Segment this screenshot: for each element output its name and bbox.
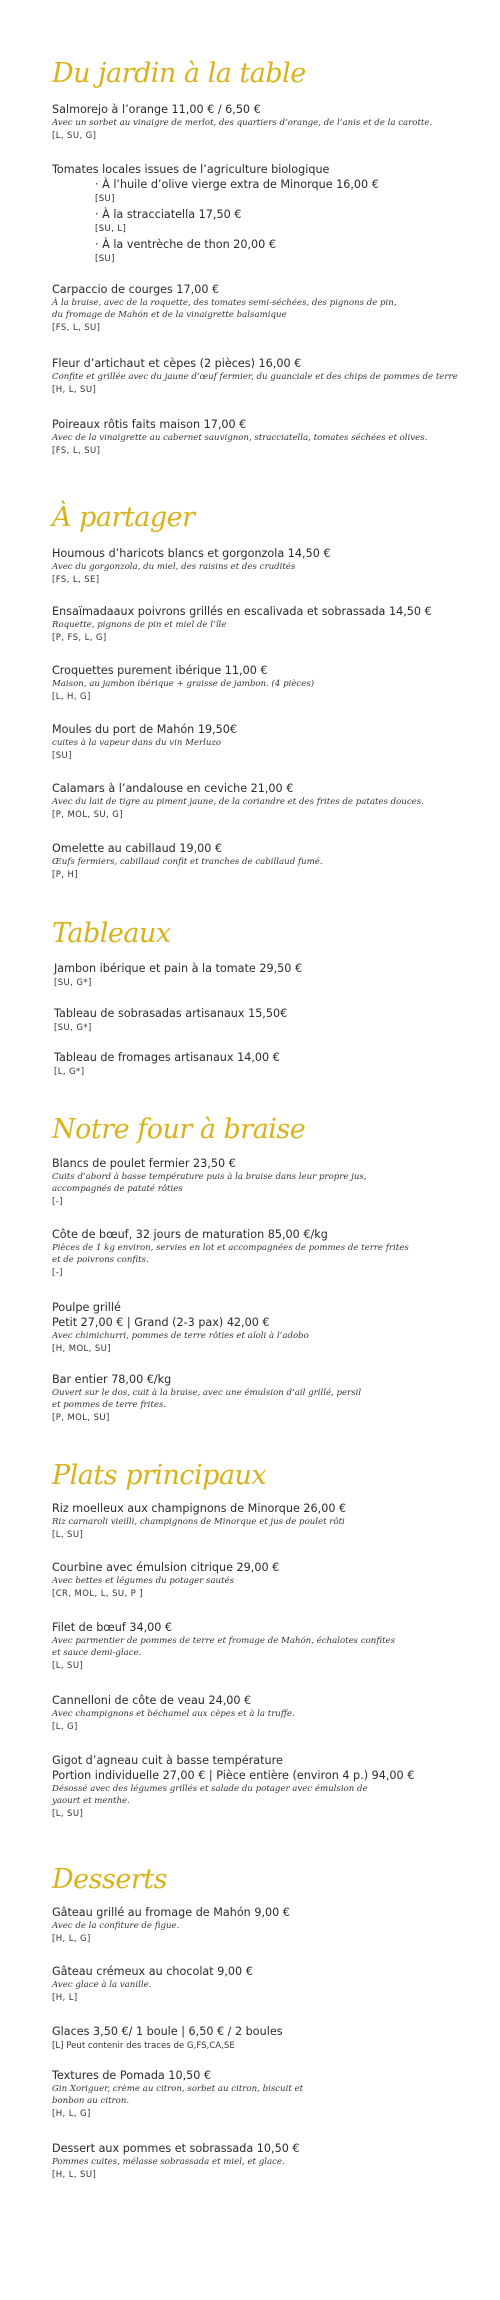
dish-description: cuites à la vapeur dans du vin Merluzo <box>52 738 222 748</box>
allergen-codes: [L, G] <box>52 1722 78 1732</box>
dish-description: Œufs fermiers, cabillaud confit et tranches de cabillaud fumé. <box>52 857 323 867</box>
section-title-partager: À partager <box>52 502 195 533</box>
dish-sobrasadas <box>54 1006 464 1035</box>
dish-poireaux <box>52 417 462 458</box>
dish-croquettes <box>52 663 462 704</box>
allergen-codes: [P, MOL, SU, G] <box>52 810 123 820</box>
allergen-codes: [P, H] <box>52 870 78 880</box>
allergen-codes: [L, SU] <box>52 1530 84 1540</box>
dish-name: Glaces 3,50 €/ 1 boule | 6,50 € / 2 boules <box>52 2025 283 2038</box>
dish-filet <box>52 1620 462 1673</box>
dish-description: Pommes cuites, mélasse sobrassada et miel, et glace. <box>52 2157 285 2167</box>
section-title-jardin: Du jardin à la table <box>52 58 306 89</box>
dish-gateau-chocolat <box>52 1964 462 2005</box>
dish-artichaut <box>52 356 462 397</box>
dish-description: Pièces de 1 kg environ, servies en lot et accompagnées de pommes de terre frites et de poivrons confits. <box>52 1243 409 1265</box>
dish-description: Ouvert sur le dos, cuit à la braise, avec une émulsion d’ail grillé, persil et pommes de terre frites. <box>52 1388 362 1410</box>
allergen-codes: [H, L, SU] <box>52 385 97 395</box>
dish-salmorejo <box>52 102 462 143</box>
dish-name: Tomates locales issues de l’agriculture biologique <box>52 163 330 176</box>
allergen-codes: [SU, G*] <box>54 978 92 988</box>
dish-description: Roquette, pignons de pin et miel de l’île <box>52 620 227 630</box>
dish-description: Avec parmentier de pommes de terre et fromage de Mahón, échalotes confites et sauce demi-glace. <box>52 1636 396 1658</box>
dish-ensaimadaaux <box>52 604 462 645</box>
allergen-codes: [L, G*] <box>54 1067 85 1077</box>
section-title-desserts: Desserts <box>52 1864 167 1895</box>
allergen-note: [L] Peut contenir des traces de G,FS,CA,SE <box>52 2041 235 2051</box>
dish-courbine <box>52 1560 462 1601</box>
dish-pomada <box>52 2068 462 2121</box>
allergen-codes: [FS, L, SU] <box>52 446 101 456</box>
dish-tomates <box>52 162 462 267</box>
dish-name: Omelette au cabillaud 19,00 € <box>52 842 223 855</box>
allergen-codes: [SU] <box>52 751 72 761</box>
section-title-plats: Plats principaux <box>52 1460 267 1491</box>
dish-description: Avec champignons et béchamel aux cèpes et à la truffe. <box>52 1709 295 1719</box>
dish-option: · À l’huile d’olive vierge extra de Minorque 16,00 € <box>95 178 379 191</box>
dish-omelette <box>52 841 462 882</box>
dish-name: Bar entier 78,00 €/kg <box>52 1373 172 1386</box>
dish-name: Filet de bœuf 34,00 € <box>52 1621 173 1634</box>
allergen-codes: [H, L, SU] <box>52 2170 97 2180</box>
dish-option: · À la stracciatella 17,50 € <box>95 208 242 221</box>
allergen-codes: [L, H, G] <box>52 692 91 702</box>
dish-name: Tableau de fromages artisanaux 14,00 € <box>54 1051 280 1064</box>
dish-pommes <box>52 2141 462 2182</box>
dish-poulpe <box>52 1300 462 1356</box>
allergen-codes: [CR, MOL, L, SU, P ] <box>52 1589 144 1599</box>
dish-carpaccio <box>52 282 462 335</box>
dish-description: Avec du gorgonzola, du miel, des raisins et des crudités <box>52 562 296 572</box>
dish-cannelloni <box>52 1693 462 1734</box>
dish-description: Avec glace à la vanille. <box>52 1980 152 1990</box>
dish-description: Désossé avec des légumes grillés et salade du potager avec émulsion de yaourt et menthe. <box>52 1784 368 1806</box>
dish-description: À la braise, avec de la roquette, des tomates semi-séchées, des pignons de pin, du fromage de Mahón et de la vinaigrette balsamique <box>52 298 397 320</box>
dish-option: · À la ventrèche de thon 20,00 € <box>95 238 276 251</box>
dish-riz <box>52 1501 462 1542</box>
allergen-codes: [SU, L] <box>95 224 127 234</box>
dish-name: Gigot d’agneau cuit à basse température <box>52 1754 283 1767</box>
dish-name: Salmorejo à l’orange 11,00 € / 6,50 € <box>52 103 261 116</box>
dish-description: Avec chimichurri, pommes de terre rôties et aïoli à l’adobo <box>52 1331 309 1341</box>
dish-fromages <box>54 1050 464 1079</box>
dish-boeuf <box>52 1227 462 1280</box>
dish-description: Cuits d’abord à basse température puis à la braise dans leur propre jus, accompagnés de pataté rôties <box>52 1172 367 1194</box>
allergen-codes: [H, L, G] <box>52 1934 91 1944</box>
allergen-codes: [P, FS, L, G] <box>52 633 107 643</box>
allergen-codes: [H, MOL, SU] <box>52 1344 112 1354</box>
dish-name: Dessert aux pommes et sobrassada 10,50 € <box>52 2142 300 2155</box>
dish-name: Riz moelleux aux champignons de Minorque 26,00 € <box>52 1502 347 1515</box>
allergen-codes: [L, SU, G] <box>52 131 97 141</box>
allergen-codes: [SU, G*] <box>54 1023 92 1033</box>
dish-name: Tableau de sobrasadas artisanaux 15,50€ <box>54 1007 288 1020</box>
allergen-codes: [H, L, G] <box>52 2109 91 2119</box>
dish-description: Maison, au jambon ibérique + graisse de jambon. (4 pièces) <box>52 679 315 689</box>
dish-description: Gin Xoriguer, crème au citron, sorbet au citron, biscuit et bonbon au citron. <box>52 2084 304 2106</box>
dish-description: Avec de la vinaigrette au cabernet sauvignon, stracciatella, tomates séchées et olives. <box>52 433 428 443</box>
dish-name: Croquettes purement ibérique 11,00 € <box>52 664 268 677</box>
dish-glaces <box>52 2024 462 2053</box>
dish-houmous <box>52 546 462 587</box>
dish-description: Avec du lait de tigre au piment jaune, de la coriandre et des frites de patates douces. <box>52 797 424 807</box>
dish-description: Avec de la confiture de figue. <box>52 1921 180 1931</box>
allergen-codes: [-] <box>52 1268 63 1278</box>
dish-name: Houmous d’haricots blancs et gorgonzola 14,50 € <box>52 547 331 560</box>
allergen-codes: [P, MOL, SU] <box>52 1413 110 1423</box>
dish-moules <box>52 722 462 763</box>
dish-name: Carpaccio de courges 17,00 € <box>52 283 220 296</box>
allergen-codes: [SU] <box>95 194 115 204</box>
dish-name: Courbine avec émulsion citrique 29,00 € <box>52 1561 280 1574</box>
dish-name: Poulpe grillé <box>52 1301 121 1314</box>
dish-gateau-mahon <box>52 1905 462 1946</box>
dish-name: Jambon ibérique et pain à la tomate 29,50 € <box>54 962 303 975</box>
dish-name: Textures de Pomada 10,50 € <box>52 2069 212 2082</box>
allergen-codes: [H, L] <box>52 1993 78 2003</box>
dish-name: Côte de bœuf, 32 jours de maturation 85,00 €/kg <box>52 1228 328 1241</box>
dish-name: Gâteau grillé au fromage de Mahón 9,00 € <box>52 1906 290 1919</box>
dish-price-options: Portion individuelle 27,00 € | Pièce entière (environ 4 p.) 94,00 € <box>52 1769 415 1782</box>
dish-description: Avec un sorbet au vinaigre de merlot, des quartiers d’orange, de l’anis et de la carotte. <box>52 118 433 128</box>
allergen-codes: [-] <box>52 1197 63 1207</box>
dish-name: Moules du port de Mahón 19,50€ <box>52 723 237 736</box>
dish-description: Avec bettes et légumes du potager sautés <box>52 1576 235 1586</box>
allergen-codes: [FS, L, SE] <box>52 575 100 585</box>
allergen-codes: [SU] <box>95 254 115 264</box>
dish-name: Fleur d’artichaut et cèpes (2 pièces) 16,00 € <box>52 357 302 370</box>
dish-name: Gâteau crémeux au chocolat 9,00 € <box>52 1965 253 1978</box>
dish-name: Poireaux rôtis faits maison 17,00 € <box>52 418 247 431</box>
dish-description: Riz carnaroli vieilli, champignons de Minorque et jus de poulet rôti <box>52 1517 345 1527</box>
dish-name: Calamars à l’andalouse en ceviche 21,00 € <box>52 782 294 795</box>
dish-name: Blancs de poulet fermier 23,50 € <box>52 1157 236 1170</box>
dish-name: Cannelloni de côte de veau 24,00 € <box>52 1694 252 1707</box>
dish-bar <box>52 1372 462 1425</box>
dish-description: Confite et grillée avec du jaune d’œuf fermier, du guanciale et des chips de pommes de terre <box>52 372 458 382</box>
allergen-codes: [FS, L, SU] <box>52 323 101 333</box>
dish-gigot <box>52 1753 462 1821</box>
dish-poulet <box>52 1156 462 1209</box>
section-title-four: Notre four à braise <box>52 1114 306 1145</box>
section-title-tableaux: Tableaux <box>52 918 171 949</box>
allergen-codes: [L, SU] <box>52 1809 84 1819</box>
allergen-codes: [L, SU] <box>52 1661 84 1671</box>
dish-calamars <box>52 781 462 822</box>
dish-price-options: Petit 27,00 € | Grand (2-3 pax) 42,00 € <box>52 1316 270 1329</box>
dish-jambon <box>54 961 464 990</box>
dish-name: Ensaïmadaaux poivrons grillés en escalivada et sobrassada 14,50 € <box>52 605 432 618</box>
